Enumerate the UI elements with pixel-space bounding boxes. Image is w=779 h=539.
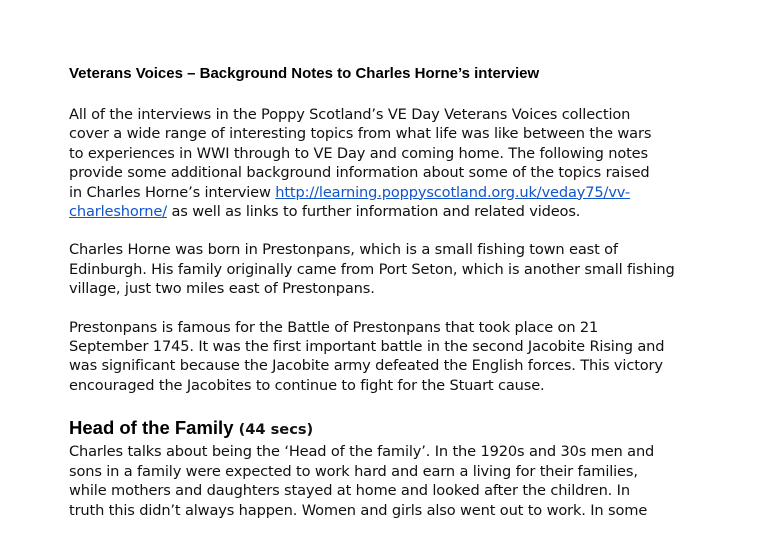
para3-line-1: Prestonpans is famous for the Battle of Prestonpans that took place on 21	[69, 318, 599, 336]
intro-line-4: provide some additional background information about some of the topics raised	[69, 164, 650, 182]
para2-line-3: village, just two miles east of Prestonpans.	[69, 280, 375, 298]
interview-link-part-2[interactable]: charleshorne/	[69, 203, 167, 221]
intro-line-3: to experiences in WWI through to VE Day and coming home. The following notes	[69, 144, 648, 162]
section-duration: (44 secs)	[233, 421, 314, 439]
intro-line-6-text: as well as links to further information and related videos.	[166, 203, 581, 221]
intro-line-5-text: in Charles Horne’s interview	[69, 183, 276, 201]
para2-line-1: Charles Horne was born in Prestonpans, which is a small fishing town east of	[69, 241, 618, 259]
document-page	[69, 64, 729, 539]
document-title: Veterans Voices – Background Notes to Charles Horne’s interview	[69, 65, 540, 82]
intro-line-1: All of the interviews in the Poppy Scotland’s VE Day Veterans Voices collection	[69, 106, 631, 123]
intro-line-5	[69, 183, 729, 202]
prestonpans-paragraph	[69, 240, 729, 298]
intro-paragraph	[69, 105, 729, 221]
intro-line-2: cover a wide range of interesting topics from what life was like between the wars	[69, 125, 652, 143]
battle-paragraph	[69, 318, 729, 396]
section-title: Head of the Family	[69, 417, 234, 439]
para2-line-2: Edinburgh. His family originally came from Port Seton, which is another small fishing	[69, 260, 675, 278]
section-line-3: while mothers and daughters stayed at home and looked after the children. In	[69, 482, 630, 500]
section-line-2: sons in a family were expected to work hard and earn a living for their families,	[69, 462, 638, 480]
interview-link-part-1[interactable]: http://learning.poppyscotland.org.uk/veday75/vv-	[275, 183, 631, 201]
section-paragraph	[69, 442, 729, 520]
para3-line-2: September 1745. It was the first important battle in the second Jacobite Rising and	[69, 338, 665, 356]
section-heading	[69, 414, 729, 442]
section-line-4: truth this didn’t always happen. Women and girls also went out to work. In some	[69, 501, 648, 519]
section-line-1: Charles talks about being the ‘Head of the family’. In the 1920s and 30s men and	[69, 443, 655, 461]
para3-line-3: was significant because the Jacobite army defeated the English forces. This victory	[69, 357, 663, 375]
intro-line-6	[69, 202, 729, 221]
para3-line-4: encouraged the Jacobites to continue to fight for the Stuart cause.	[69, 376, 545, 394]
